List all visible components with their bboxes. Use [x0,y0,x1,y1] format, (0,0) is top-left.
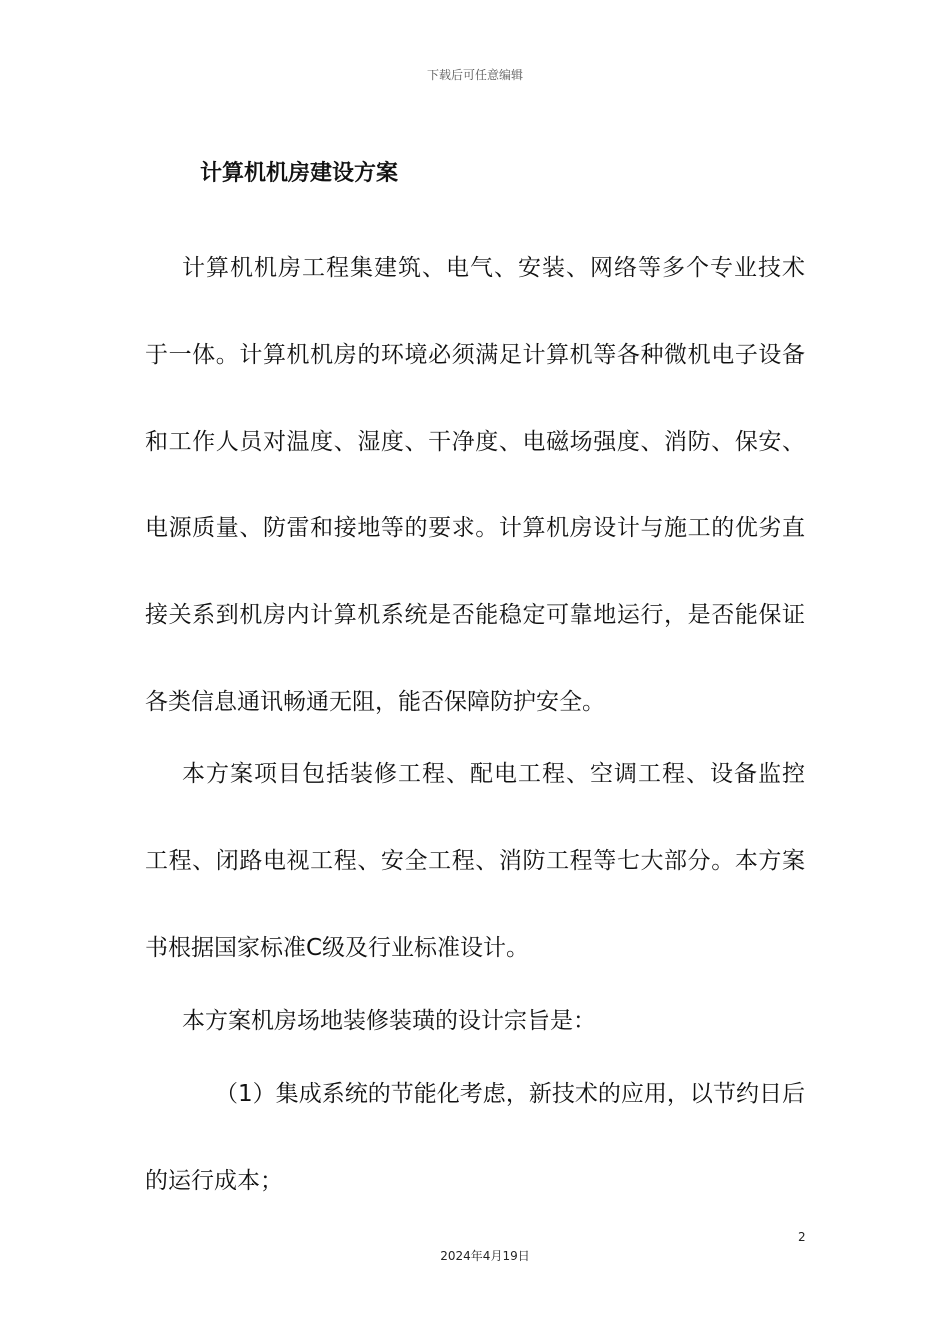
paragraph-1-line-1: 计算机机房工程集建筑、电气、安装、网络等多个专业技术 [182,255,805,281]
paragraph-2-line-1: 本方案项目包括装修工程、配电工程、空调工程、设备监控 [182,761,805,787]
paragraph-2-line-3: 书根据国家标准C级及行业标准设计。 [145,935,530,961]
paragraph-1-line-3: 和工作人员对温度、湿度、干净度、电磁场强度、消防、保安、 [145,429,805,455]
footer-date: 2024年4月19日 [440,1249,530,1263]
header-note: 下载后可任意编辑 [426,68,523,82]
paragraph-2-line-2: 工程、闭路电视工程、安全工程、消防工程等七大部分。本方案 [145,848,805,874]
list-item-1-line-1: （1）集成系统的节能化考虑，新技术的应用，以节约日后 [215,1081,805,1107]
page-number: 2 [798,1230,806,1244]
paragraph-3-line-1: 本方案机房场地装修装璜的设计宗旨是： [182,1008,596,1034]
paragraph-1-line-5: 接关系到机房内计算机系统是否能稳定可靠地运行，是否能保证 [145,602,805,628]
list-item-1-line-2: 的运行成本； [145,1168,283,1194]
document-title: 计算机机房建设方案 [200,161,399,186]
paragraph-1-line-2: 于一体。计算机机房的环境必须满足计算机等各种微机电子设备 [145,342,805,368]
paragraph-1-line-4: 电源质量、防雷和接地等的要求。计算机房设计与施工的优劣直 [145,515,805,541]
paragraph-1-line-6: 各类信息通讯畅通无阻，能否保障防护安全。 [145,689,605,715]
